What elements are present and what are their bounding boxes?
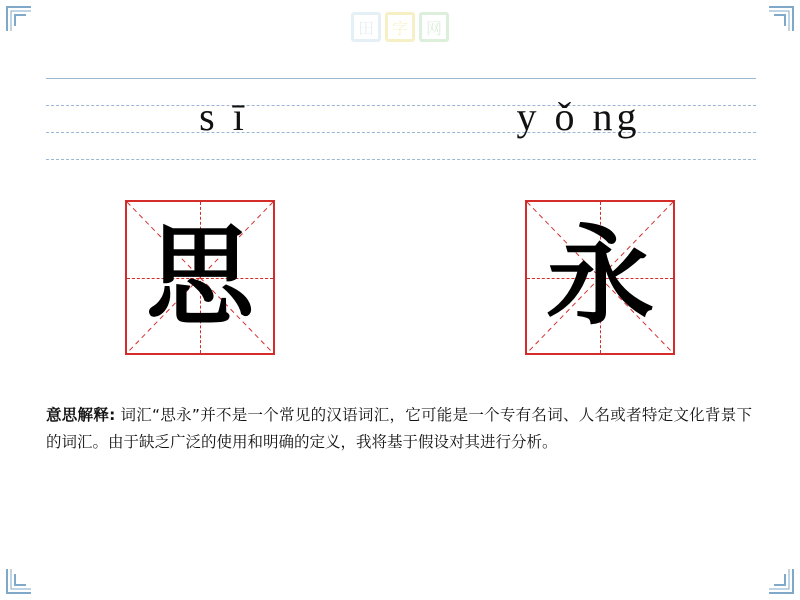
tianzige-box-2 — [525, 200, 675, 355]
character-glyph-2: 永 — [545, 214, 654, 340]
explanation-block — [46, 402, 752, 456]
character-glyph-1: 思 — [145, 214, 254, 340]
pinyin-text-1: s ī — [199, 94, 248, 139]
character-cell-1 — [0, 200, 400, 355]
corner-ornament-icon — [768, 568, 794, 594]
pinyin-staff — [46, 78, 756, 160]
pinyin-text-2: y ǒ ng — [516, 94, 641, 139]
pinyin-row — [46, 78, 756, 160]
watermark-box-1: 田 — [351, 12, 381, 42]
corner-ornament-icon — [6, 6, 32, 32]
watermark-box-3: 网 — [419, 12, 449, 42]
explanation-text: 词汇“思永”并不是一个常见的汉语词汇，它可能是一个专有名词、人名或者特定文化背景下的词汇。由于缺乏广泛的使用和明确的定义，我将基于假设对其进行分析。 — [46, 406, 752, 452]
character-grid-row — [0, 200, 800, 355]
explanation-label: 意思解释: — [46, 406, 116, 424]
corner-ornament-icon — [6, 568, 32, 594]
watermark-logo — [351, 12, 449, 42]
watermark-box-2: 字 — [385, 12, 415, 42]
character-cell-2 — [400, 200, 800, 355]
tianzige-box-1 — [125, 200, 275, 355]
corner-ornament-icon — [768, 6, 794, 32]
